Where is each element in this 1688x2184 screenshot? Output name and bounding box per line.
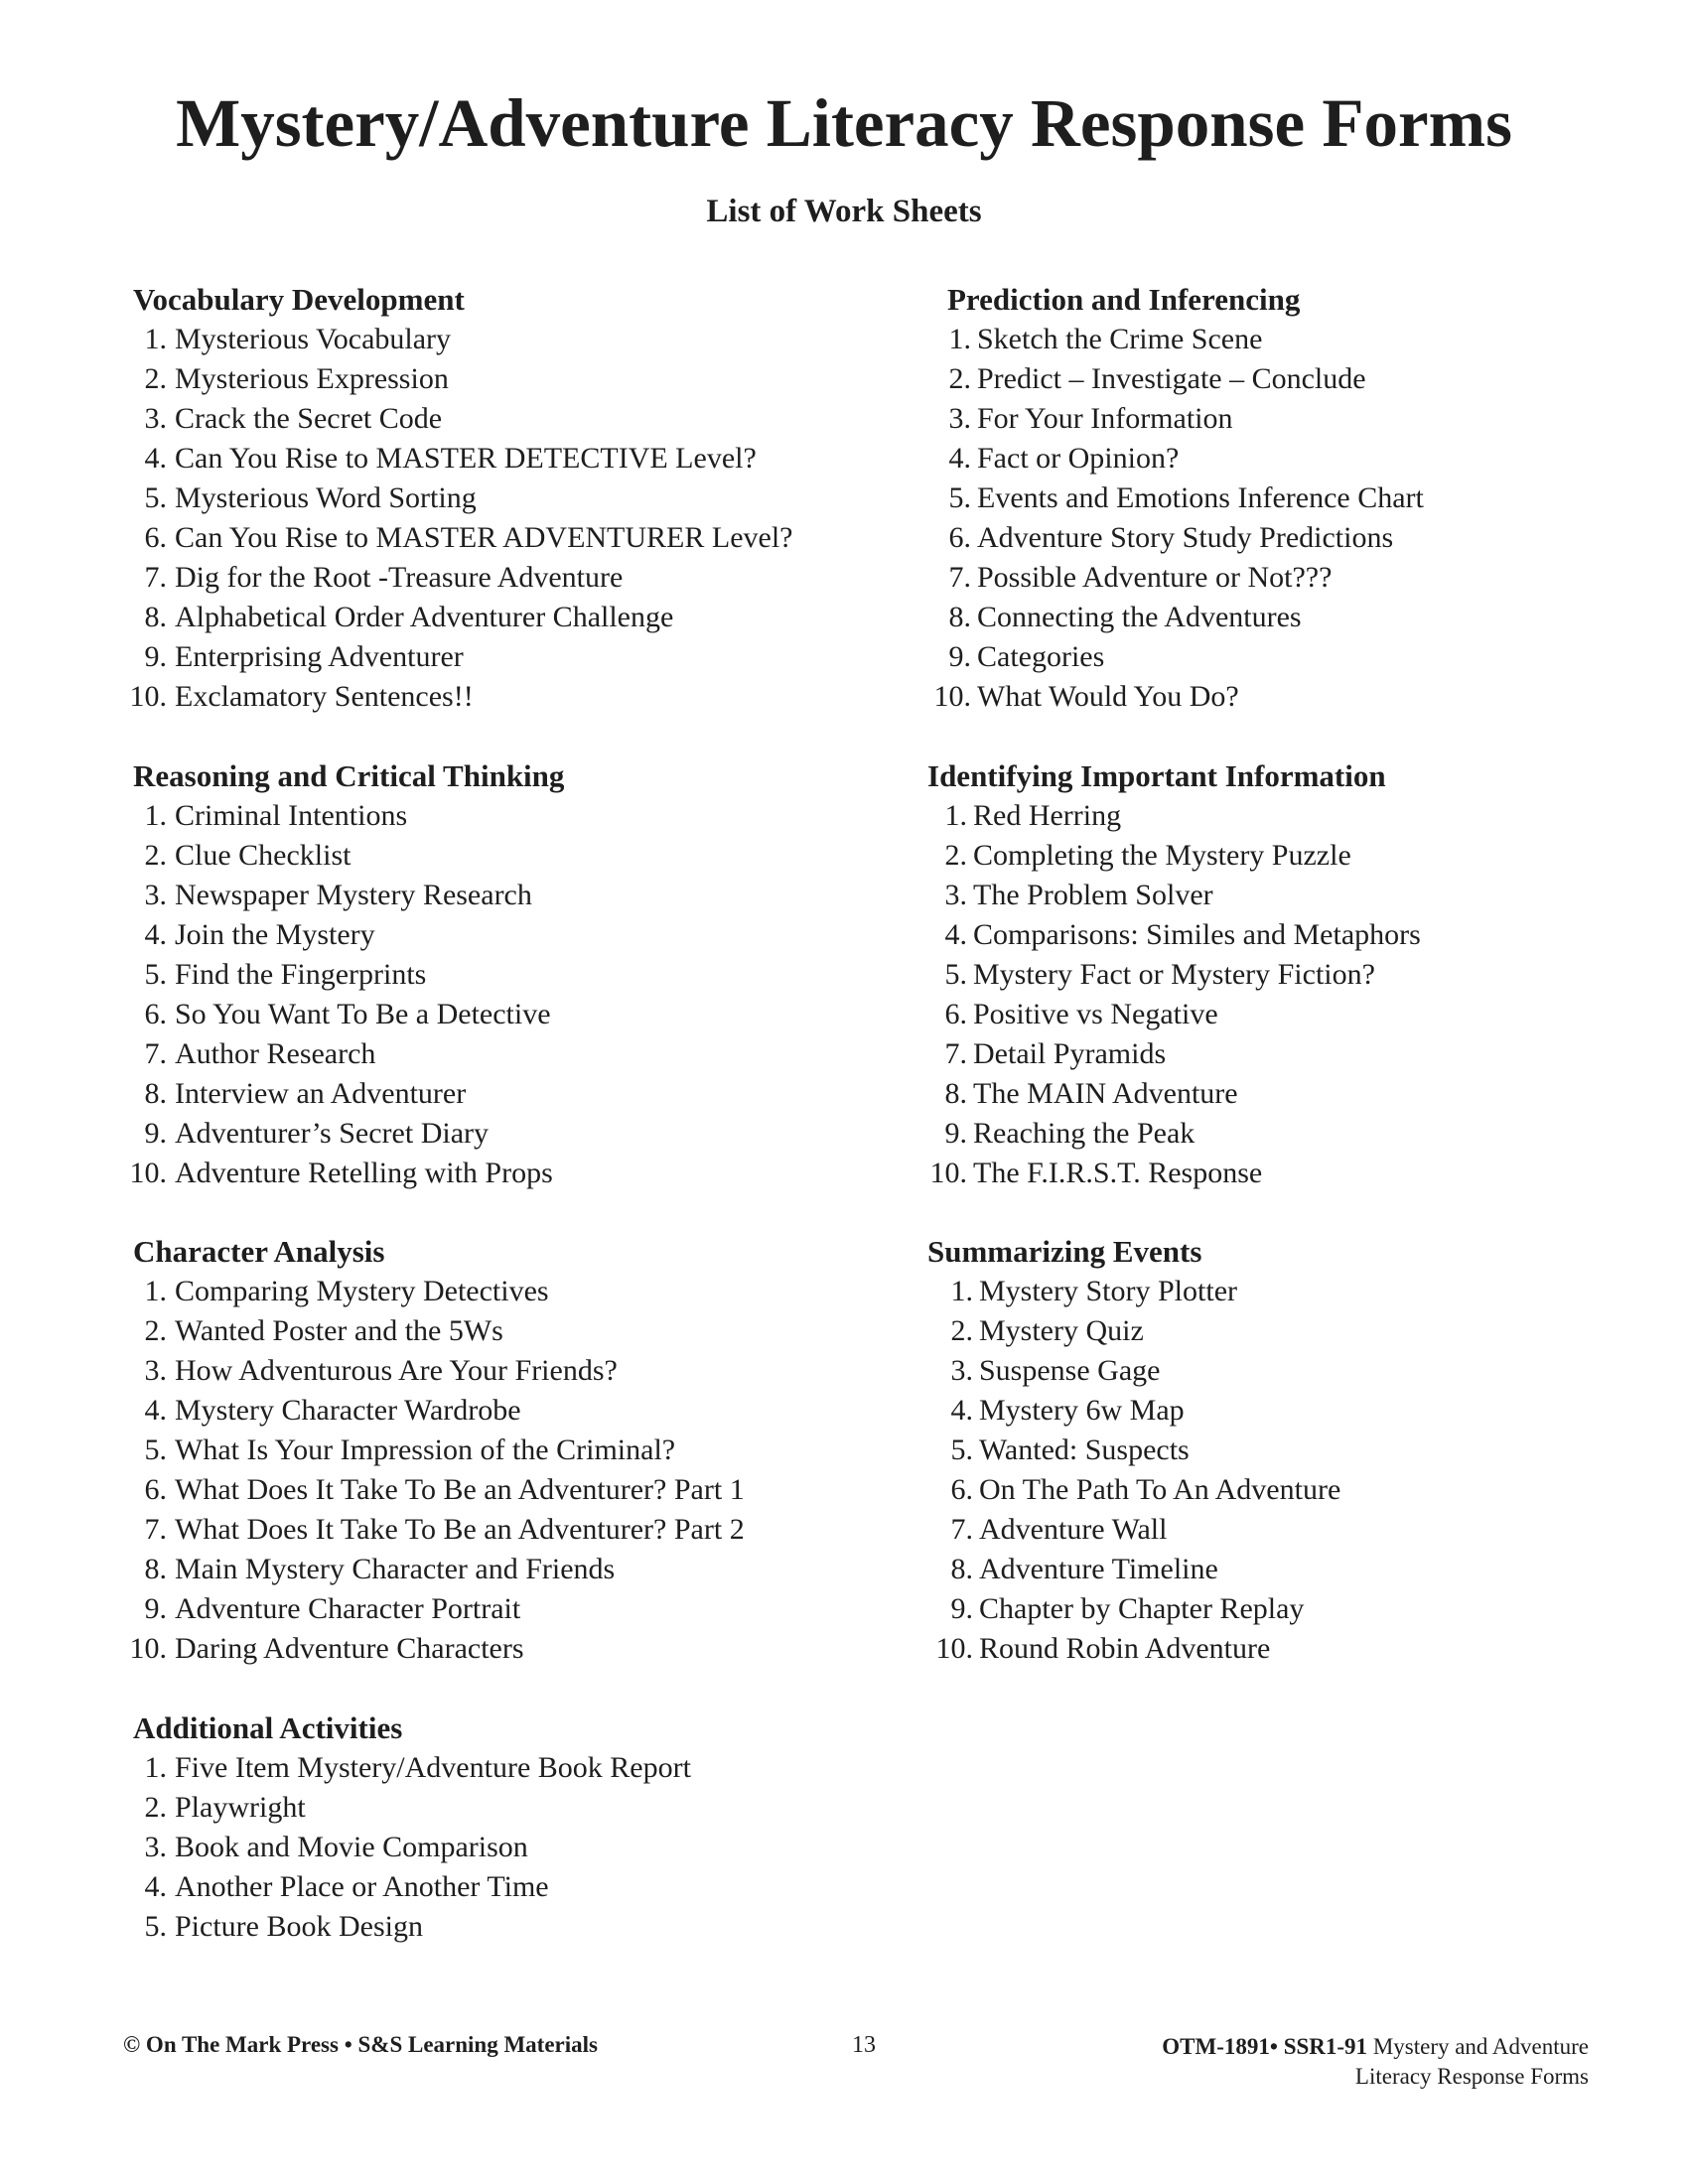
list-item: 2. Clue Checklist (144, 839, 352, 872)
page-title: Mystery/Adventure Literacy Response Forms (176, 85, 1512, 161)
section-summarizing-events (927, 1232, 1340, 1669)
list-item: 6. So You Want To Be a Detective (144, 998, 551, 1030)
list-item: 3. The Problem Solver (944, 879, 1213, 911)
list-item: 4. Can You Rise to MASTER DETECTIVE Level? (144, 442, 757, 475)
list-item: 1. Criminal Intentions (144, 799, 408, 832)
section-vocabulary-development (129, 280, 793, 717)
list-item: 1. Mystery Story Plotter (950, 1275, 1237, 1307)
section-reasoning-and-critical-thinking (129, 756, 565, 1193)
list-item: 7. What Does It Take To Be an Adventurer? Part 2 (144, 1513, 745, 1546)
list-item: 1. Mysterious Vocabulary (144, 323, 452, 355)
list-item: 5. Picture Book Design (144, 1910, 423, 1943)
list-item: 1. Red Herring (944, 799, 1122, 832)
list-item: 9. Adventurer’s Secret Diary (144, 1117, 489, 1150)
list-item: 10. Round Robin Adventure (935, 1632, 1271, 1665)
section-heading: Prediction and Inferencing (947, 282, 1301, 317)
section-identifying-important-information (927, 756, 1421, 1193)
list-item: 2. Mystery Quiz (950, 1314, 1144, 1347)
list-item: 8. Interview an Adventurer (144, 1077, 467, 1110)
list-item: 10. What Would You Do? (933, 680, 1239, 713)
book-title-line2: Literacy Response Forms (1354, 2064, 1589, 2089)
list-item: 3. Crack the Secret Code (144, 402, 443, 435)
section-heading: Character Analysis (133, 1234, 385, 1269)
worksheet-list (929, 796, 1421, 1193)
list-item: 9. Adventure Character Portrait (144, 1592, 521, 1625)
product-code: OTM-1891• SSR1-91 (1162, 2034, 1368, 2059)
list-item: 3. Book and Movie Comparison (144, 1831, 528, 1863)
list-item: 7. Detail Pyramids (944, 1037, 1167, 1070)
list-item: 7. Dig for the Root -Treasure Adventure (144, 561, 624, 594)
worksheet-list (933, 320, 1424, 717)
list-item: 6. On The Path To An Adventure (950, 1473, 1341, 1506)
section-heading: Vocabulary Development (133, 282, 465, 317)
list-item: 2. Mysterious Expression (144, 362, 449, 395)
section-character-analysis (129, 1232, 745, 1669)
list-item: 10. Adventure Retelling with Props (129, 1157, 553, 1189)
list-item: 7. Adventure Wall (950, 1513, 1168, 1546)
section-heading: Summarizing Events (927, 1234, 1202, 1269)
list-item: 7. Author Research (144, 1037, 376, 1070)
list-item: 3. For Your Information (948, 402, 1233, 435)
footer-book-info (1162, 2032, 1589, 2092)
list-item: 5. Wanted: Suspects (950, 1433, 1190, 1466)
worksheet-list (111, 320, 793, 717)
footer-publisher: © On The Mark Press • S&S Learning Materials (123, 2032, 598, 2057)
list-item: 6. What Does It Take To Be an Adventurer? Part 1 (144, 1473, 745, 1506)
list-item: 4. Join the Mystery (144, 918, 375, 951)
list-item: 2. Predict – Investigate – Conclude (948, 362, 1366, 395)
list-item: 3. Suspense Gage (950, 1354, 1161, 1387)
list-item: 4. Another Place or Another Time (144, 1870, 549, 1903)
list-item: 9. Reaching the Peak (944, 1117, 1196, 1150)
list-item: 3. How Adventurous Are Your Friends? (144, 1354, 618, 1387)
list-item: 6. Adventure Story Study Predictions (948, 521, 1394, 554)
list-item: 5. Mystery Fact or Mystery Fiction? (944, 958, 1375, 991)
worksheet-list (935, 1272, 1340, 1669)
list-item: 9. Enterprising Adventurer (144, 640, 464, 673)
list-item: 4. Mystery 6w Map (950, 1394, 1185, 1427)
list-item: 8. The MAIN Adventure (944, 1077, 1238, 1110)
list-item: 10. The F.I.R.S.T. Response (929, 1157, 1263, 1189)
book-title-line1: Mystery and Adventure (1367, 2034, 1589, 2059)
worksheet-list (111, 796, 564, 1193)
section-heading: Reasoning and Critical Thinking (133, 758, 565, 793)
list-item: 9. Chapter by Chapter Replay (950, 1592, 1305, 1625)
page-subtitle: List of Work Sheets (706, 194, 982, 229)
list-item: 2. Wanted Poster and the 5Ws (144, 1314, 503, 1347)
section-heading: Identifying Important Information (927, 758, 1386, 793)
list-item: 8. Main Mystery Character and Friends (144, 1553, 616, 1585)
list-item: 4. Fact or Opinion? (948, 442, 1180, 475)
list-item: 6. Positive vs Negative (944, 998, 1218, 1030)
list-item: 6. Can You Rise to MASTER ADVENTURER Level? (144, 521, 793, 554)
list-item: 5. What Is Your Impression of the Criminal? (144, 1433, 676, 1466)
section-prediction-and-inferencing (933, 280, 1424, 717)
list-item: 8. Connecting the Adventures (948, 601, 1302, 633)
worksheet-list (111, 1272, 745, 1669)
list-item: 1. Comparing Mystery Detectives (144, 1275, 549, 1307)
list-item: 10. Exclamatory Sentences!! (129, 680, 474, 713)
list-item: 5. Mysterious Word Sorting (144, 481, 477, 514)
list-item: 4. Comparisons: Similes and Metaphors (944, 918, 1421, 951)
section-heading: Additional Activities (133, 1710, 403, 1745)
list-item: 2. Playwright (144, 1791, 306, 1824)
section-additional-activities (133, 1708, 691, 1947)
list-item: 3. Newspaper Mystery Research (144, 879, 532, 911)
list-item: 8. Alphabetical Order Adventurer Challenge (144, 601, 674, 633)
worksheet-list (111, 1748, 691, 1947)
list-item: 5. Events and Emotions Inference Chart (948, 481, 1424, 514)
list-item: 1. Five Item Mystery/Adventure Book Report (144, 1751, 691, 1784)
page-number: 13 (852, 2032, 876, 2058)
list-item: 1. Sketch the Crime Scene (948, 323, 1263, 355)
list-item: 4. Mystery Character Wardrobe (144, 1394, 521, 1427)
list-item: 9. Categories (948, 640, 1105, 673)
list-item: 8. Adventure Timeline (950, 1553, 1218, 1585)
list-item: 2. Completing the Mystery Puzzle (944, 839, 1351, 872)
list-item: 7. Possible Adventure or Not??? (948, 561, 1333, 594)
list-item: 5. Find the Fingerprints (144, 958, 427, 991)
list-item: 10. Daring Adventure Characters (129, 1632, 524, 1665)
